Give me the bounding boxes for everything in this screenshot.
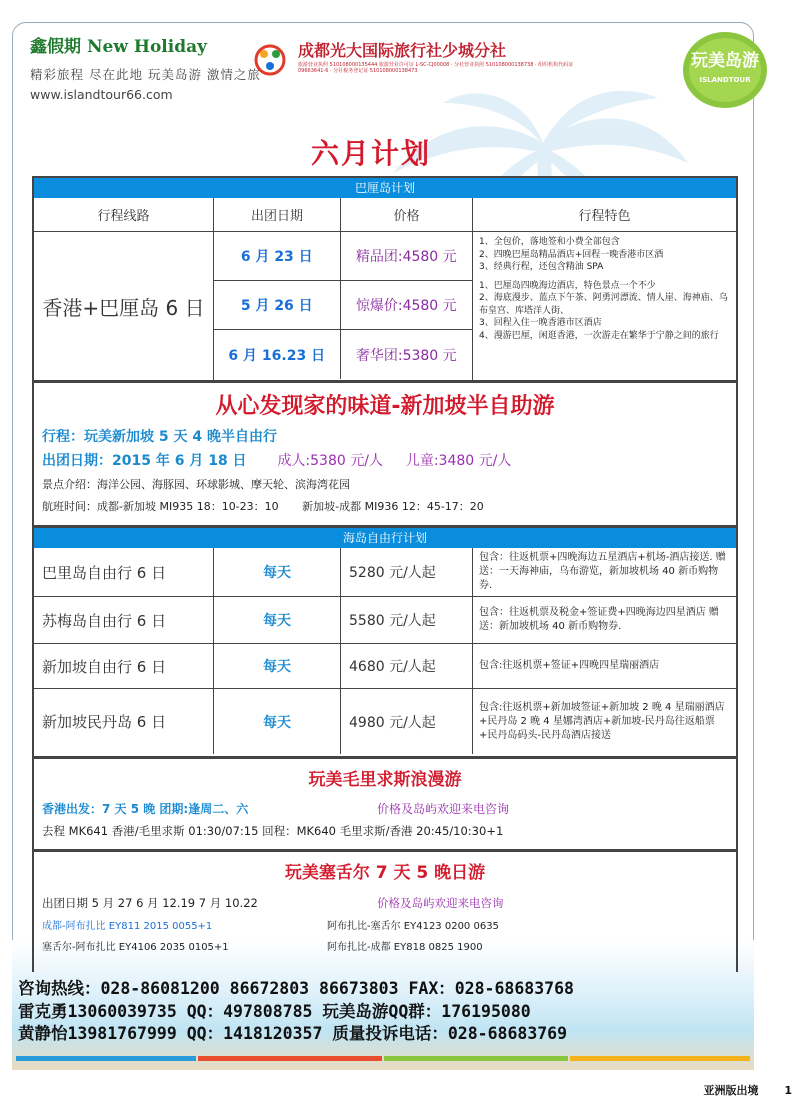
departure-date: 6 月 16.23 日 bbox=[214, 330, 341, 379]
slogan: 精彩旅程 尽在此地 玩美岛游 激情之旅 bbox=[30, 67, 261, 82]
package-includes: 包含：往返机票+四晚海边五星酒店+机场-酒店接送. 赠送：一天海神庙，乌布游览，新加坡机场 40 新币购物券. bbox=[479, 552, 726, 591]
hotline: 咨询热线：028-86081200 86672803 86673803 FAX：028-68683768 bbox=[18, 979, 574, 998]
feature-line: 1、巴厘岛四晚海边酒店，特色景点一个不少 bbox=[479, 280, 656, 291]
agency-license-info: 旅游营业执照 510108000135444 旅游营业许可证 L-SC-CJ00008 · 分社营业执照 510108000138738 · 组织机构代码证 09663641-6 · 分社税务登记证 510108000138473 bbox=[298, 62, 574, 74]
tour-price: 惊爆价:4580 元 bbox=[355, 298, 457, 314]
package-includes: 包含:往返机票+新加坡签证+新加坡 2 晚 4 星瑞丽酒店+民丹岛 2 晚 4 星娜湾酒店+新加坡-民丹岛往返船票+民丹岛码头-民丹岛酒店接送 bbox=[479, 701, 725, 741]
bali-features bbox=[473, 232, 736, 380]
flight-line: 阿布扎比-塞舌尔 EY4123 0200 0635 bbox=[327, 921, 499, 932]
agency-name: 成都光大国际旅行社少城分社 bbox=[298, 41, 507, 60]
feature-line: 3、回程入住一晚香港市区酒店 bbox=[479, 318, 602, 328]
bali-plan-table bbox=[32, 176, 738, 382]
bali-header-row bbox=[34, 198, 736, 232]
package-frequency: 每天 bbox=[214, 644, 341, 688]
departure-date: 6 月 23 日 bbox=[214, 232, 341, 280]
contact-huang: 黄静怡13981767999 QQ：1418120357 质量投诉电话：028-68683769 bbox=[18, 1024, 568, 1043]
feature-line: 2、海底漫步、蓝点下午茶、阿勇河漂流、情人崖、海神庙、乌布皇宫、库塔洋人街、 bbox=[479, 293, 728, 316]
package-name: 巴里岛自由行 6 日 bbox=[34, 548, 214, 596]
package-price: 4980 元/人起 bbox=[341, 689, 473, 754]
feature-line: 1、全包价，落地签和小费全部包含 bbox=[479, 237, 620, 247]
package-frequency: 每天 bbox=[214, 548, 341, 596]
package-name: 新加坡自由行 6 日 bbox=[34, 644, 214, 688]
package-name: 苏梅岛自由行 6 日 bbox=[34, 597, 214, 643]
package-frequency: 每天 bbox=[214, 689, 341, 754]
table-row bbox=[214, 232, 472, 281]
header-route: 行程线路 bbox=[34, 198, 214, 231]
page-title: 六月计划 bbox=[310, 137, 431, 170]
flight-out: 航班时间：成都-新加坡 MI935 18：10-23：10 bbox=[42, 500, 279, 513]
flight-back: 新加坡-成都 MI936 12：45-17：20 bbox=[302, 500, 484, 513]
website-url: www.islandtour66.com bbox=[30, 87, 173, 102]
contact-lei: 雷克勇13060039735 QQ：497808785 玩美岛游QQ群：176195080 bbox=[18, 1001, 531, 1021]
feature-line: 3、经典行程，还包含精油 SPA bbox=[479, 262, 604, 272]
mauritius-departure: 香港出发：7 天 5 晚 团期:逢周二、六 bbox=[42, 802, 249, 816]
island-free-travel-table bbox=[32, 526, 738, 758]
color-stripe bbox=[198, 1056, 382, 1061]
page-number: 1 bbox=[784, 1084, 792, 1097]
singapore-tour-section bbox=[32, 381, 738, 527]
singapore-sights: 景点介绍：海洋公园、海豚园、环球影城、摩天轮、滨海湾花园 bbox=[42, 478, 350, 491]
seychelles-consult: 价格及岛屿欢迎来电咨询 bbox=[377, 896, 504, 910]
singapore-heading: 从心发现家的味道-新加坡半自助游 bbox=[215, 394, 555, 419]
mauritius-consult: 价格及岛屿欢迎来电咨询 bbox=[377, 802, 510, 816]
color-stripe bbox=[16, 1056, 196, 1061]
tour-price: 奢华团:5380 元 bbox=[355, 347, 457, 364]
mauritius-flights: 去程 MK641 香港/毛里求斯 01:30/07:15 回程：MK640 毛里求斯/香港 20:45/10:30+1 bbox=[42, 824, 504, 838]
agency-header bbox=[250, 36, 585, 84]
adult-price: 成人:5380 元/人 bbox=[277, 453, 383, 469]
page-footer bbox=[682, 1082, 793, 1098]
table-row bbox=[34, 548, 736, 597]
contact-info bbox=[18, 978, 758, 1046]
package-frequency: 每天 bbox=[214, 597, 341, 643]
feature-line: 2、四晚巴厘岛精品酒店+回程一晚香港市区酒 bbox=[479, 249, 664, 260]
seychelles-section bbox=[32, 850, 738, 972]
free-travel-bar: 海岛自由行计划 bbox=[34, 528, 736, 548]
flight-line: 成都-阿布扎比 EY811 2015 0055+1 bbox=[42, 921, 213, 932]
table-row bbox=[214, 330, 472, 379]
table-row bbox=[214, 281, 472, 330]
flight-line: 塞舌尔-阿布扎比 EY4106 2035 0105+1 bbox=[42, 942, 229, 953]
brand-en: New Holiday bbox=[87, 37, 208, 57]
table-row bbox=[34, 597, 736, 644]
flight-line: 阿布扎比-成都 EY818 0825 1900 bbox=[327, 942, 483, 953]
color-stripe bbox=[570, 1056, 750, 1061]
island-tour-logo bbox=[680, 28, 770, 112]
header-features: 行程特色 bbox=[578, 209, 631, 224]
seychelles-dates: 出团日期 5 月 27 6 月 12.19 7 月 10.22 bbox=[42, 896, 258, 910]
package-price: 5280 元/人起 bbox=[341, 548, 473, 596]
tour-price: 精品团:4580 元 bbox=[355, 249, 457, 265]
header-date: 出团日期 bbox=[214, 198, 341, 231]
package-name: 新加坡民丹岛 6 日 bbox=[34, 689, 214, 754]
header-price: 价格 bbox=[341, 198, 473, 231]
color-stripe bbox=[384, 1056, 568, 1061]
feature-line: 4、漫游巴厘，闲逛香港，一次游走在繁华于宁静之间的旅行 bbox=[479, 330, 719, 341]
child-price: 儿童:3480 元/人 bbox=[405, 453, 512, 469]
bali-route: 香港+巴厘岛 6 日 bbox=[34, 232, 214, 380]
new-holiday-logo bbox=[30, 32, 261, 102]
seychelles-heading: 玩美塞舌尔 7 天 5 晚日游 bbox=[284, 863, 486, 883]
package-price: 4680 元/人起 bbox=[341, 644, 473, 688]
package-price: 5580 元/人起 bbox=[341, 597, 473, 643]
footer-section: 亚洲版出境 bbox=[703, 1084, 759, 1097]
brand-cn: 鑫假期 bbox=[30, 37, 81, 57]
agency-logo-icon bbox=[250, 40, 292, 80]
mauritius-section bbox=[32, 757, 738, 851]
singapore-date: 出团日期：2015 年 6 月 18 日 bbox=[42, 453, 247, 469]
singapore-itinerary: 行程：玩美新加坡 5 天 4 晚半自由行 bbox=[42, 429, 277, 445]
package-includes: 包含:往返机票+签证+四晚四星瑞丽酒店 bbox=[479, 660, 660, 671]
package-includes: 包含：往返机票及税金+签证费+四晚海边四星酒店 赠送：新加坡机场 40 新币购物券. bbox=[479, 607, 719, 632]
island-logo-sub: ISLANDTOUR bbox=[699, 76, 751, 84]
table-row bbox=[34, 689, 736, 754]
table-row bbox=[34, 644, 736, 689]
bali-plan-bar: 巴厘岛计划 bbox=[34, 178, 736, 198]
departure-date: 5 月 26 日 bbox=[214, 281, 341, 329]
mauritius-heading: 玩美毛里求斯浪漫游 bbox=[308, 770, 462, 790]
island-logo-text: 玩美岛游 bbox=[691, 51, 759, 71]
